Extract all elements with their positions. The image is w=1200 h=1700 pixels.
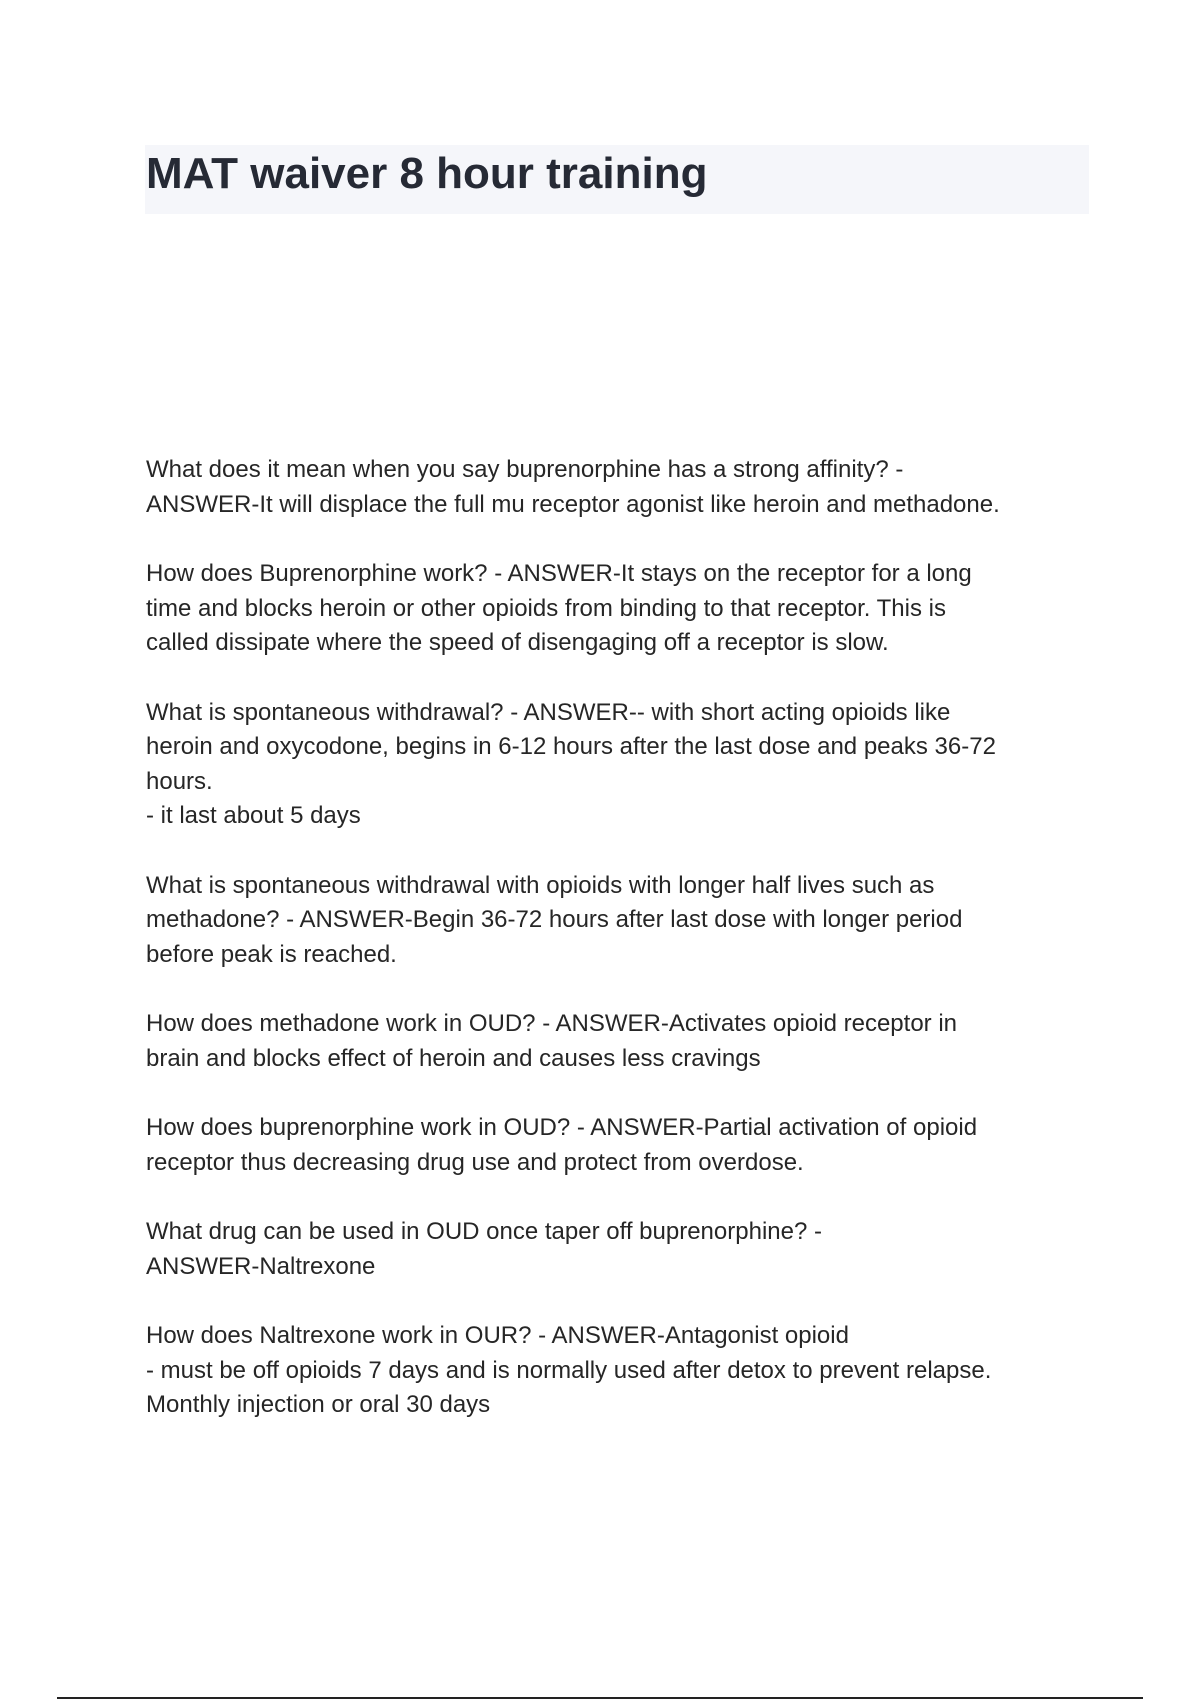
page-bottom-divider (57, 1697, 1143, 1699)
qa-item-2: How does Buprenorphine work? - ANSWER-It stays on the receptor for a long time and blocks heroin or other opioids from binding to that receptor. This is called dissipate where the speed of disengaging off a receptor is slow. (146, 560, 972, 656)
qa-list (146, 453, 1086, 1458)
qa-item-6: How does buprenorphine work in OUD? - ANSWER-Partial activation of opioid receptor thus decreasing drug use and protect from overdose. (146, 1114, 978, 1176)
qa-item-7: What drug can be used in OUD once taper off buprenorphine? - ANSWER-Naltrexone (146, 1218, 822, 1280)
qa-item-1: What does it mean when you say buprenorphine has a strong affinity? - ANSWER-It will displace the full mu receptor agonist like heroin and methadone. (146, 456, 1000, 518)
qa-item-5: How does methadone work in OUD? - ANSWER-Activates opioid receptor in brain and blocks effect of heroin and causes less cravings (146, 1010, 958, 1072)
document-title: MAT waiver 8 hour training (146, 149, 708, 198)
qa-item-3: What is spontaneous withdrawal? - ANSWER-- with short acting opioids like heroin and oxycodone, begins in 6-12 hours after the last dose and peaks 36-72 hours. - it last about 5 days (146, 698, 996, 829)
qa-item-8: How does Naltrexone work in OUR? - ANSWER-Antagonist opioid - must be off opioids 7 days and is normally used after detox to prevent relapse. Monthly injection or oral 30 days (146, 1322, 992, 1418)
qa-item-4: What is spontaneous withdrawal with opioids with longer half lives such as methadone? - ANSWER-Begin 36-72 hours after last dose with longer period before peak is reached. (146, 871, 963, 968)
